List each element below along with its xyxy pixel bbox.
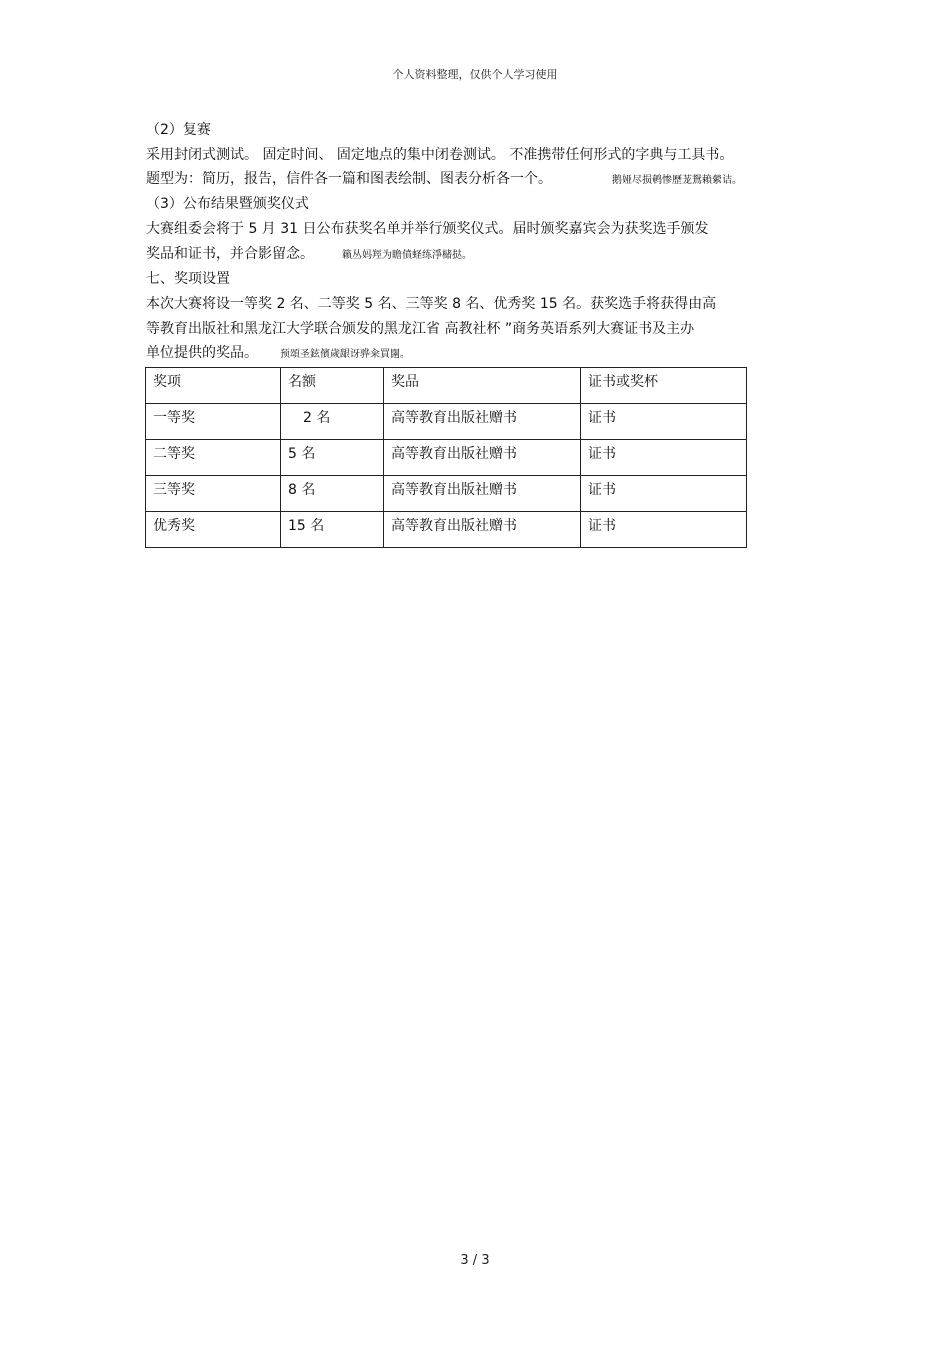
table-cell: 2 名 xyxy=(281,404,384,440)
table-cell: 证书 xyxy=(581,440,747,476)
table-header-cell: 证书或奖杯 xyxy=(581,368,747,404)
garbled-watermark-text: 预頌圣鉉儐歲龈讶骅籴買闥。 xyxy=(280,349,410,360)
paragraph-line xyxy=(146,245,472,265)
table-row xyxy=(146,404,747,440)
garbled-watermark-text: 籟丛妈羥为瞻僨蛏练淨槠挞。 xyxy=(342,250,472,261)
paragraph-line: 大赛组委会将于 5 月 31 日公布获奖名单并举行颁奖仪式。届时颁奖嘉宾会为获奖选手颁发 xyxy=(146,221,709,237)
paragraph-line: 本次大赛将设一等奖 2 名、二等奖 5 名、三等奖 8 名、优秀奖 15 名。获奖选手将获得由高 xyxy=(146,296,717,312)
table-row xyxy=(146,440,747,476)
table-header-row xyxy=(146,368,747,404)
table-cell: 8 名 xyxy=(281,476,384,512)
paragraph-text: 题型为：简历，报告，信件各一篇和图表绘制、图表分析各一个。 xyxy=(146,171,552,187)
garbled-watermark-text: 鹅娅尽损鹌惨歷茏鴛賴縈诘。 xyxy=(612,175,742,186)
table-cell: 证书 xyxy=(581,512,747,548)
section-heading-results: （3）公布结果暨颁奖仪式 xyxy=(146,196,309,212)
table-cell: 证书 xyxy=(581,404,747,440)
table-cell: 一等奖 xyxy=(146,404,281,440)
table-cell: 高等教育出版社赠书 xyxy=(384,440,581,476)
table-cell: 三等奖 xyxy=(146,476,281,512)
table-header-cell: 奖品 xyxy=(384,368,581,404)
page-header: 个人资料整理，仅供个人学习使用 xyxy=(392,68,558,81)
paragraph-text: 单位提供的奖品。 xyxy=(146,345,258,361)
section-heading-rematch: （2）复赛 xyxy=(146,122,211,138)
table-cell: 优秀奖 xyxy=(146,512,281,548)
table-cell: 5 名 xyxy=(281,440,384,476)
paragraph-text: 奖品和证书，并合影留念。 xyxy=(146,246,314,262)
table-row xyxy=(146,512,747,548)
table-row xyxy=(146,476,747,512)
table-header-cell: 名额 xyxy=(281,368,384,404)
table-cell: 高等教育出版社赠书 xyxy=(384,476,581,512)
table-cell: 二等奖 xyxy=(146,440,281,476)
paragraph-line: 等教育出版社和黑龙江大学联合颁发的黑龙江省 高教社杯 ”商务英语系列大赛证书及主办 xyxy=(146,321,695,337)
table-cell: 高等教育出版社赠书 xyxy=(384,404,581,440)
paragraph-line xyxy=(146,344,410,364)
table-cell: 15 名 xyxy=(281,512,384,548)
table-header-cell: 奖项 xyxy=(146,368,281,404)
section-heading-awards: 七、奖项设置 xyxy=(146,271,230,287)
awards-table xyxy=(145,367,747,548)
paragraph-line: 采用封闭式测试。 固定时间、 固定地点的集中闭卷测试。 不准携带任何形式的字典与工具书。 xyxy=(146,147,734,163)
table-cell: 高等教育出版社赠书 xyxy=(384,512,581,548)
table-cell: 证书 xyxy=(581,476,747,512)
page-number: 3 / 3 xyxy=(460,1253,490,1268)
paragraph-line xyxy=(146,170,742,190)
